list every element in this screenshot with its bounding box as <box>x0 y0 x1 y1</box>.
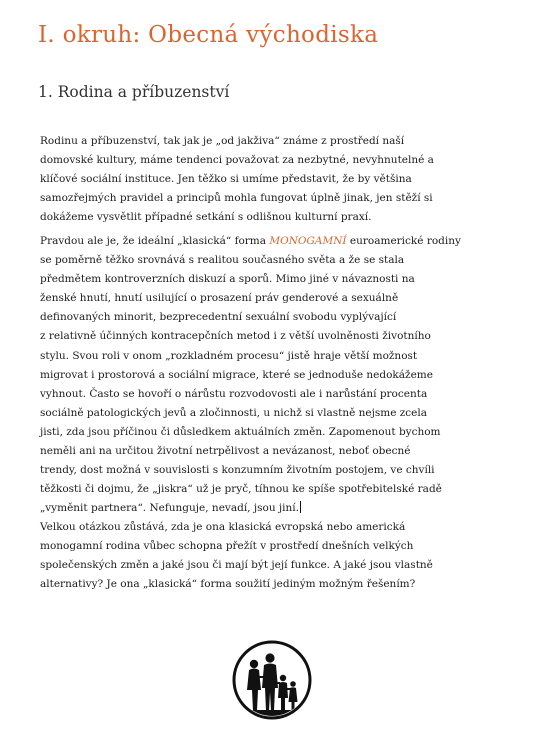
paragraph-line <box>40 232 461 251</box>
highlighted-term: MONOGAMNÍ <box>269 235 347 247</box>
text-cursor <box>300 501 301 513</box>
text-run: Pravdou ale je, že ideální „klasická“ forma <box>40 235 270 247</box>
paragraph-line: Velkou otázkou zůstává, zda je ona klasická evropská nebo americká <box>40 521 406 533</box>
paragraph-line: společenských změn a jaké jsou či mají být její funkce. A jaké jsou vlastně <box>40 559 433 572</box>
paragraph-2 <box>40 232 461 518</box>
paragraph-3 <box>40 518 433 594</box>
paragraph-line: monogamní rodina vůbec schopna přežít v prostředí dnešních velkých <box>40 540 414 553</box>
paragraph-line: neměli ani na určitou životní netrpělivost a nevázanost, neboť obecné <box>40 445 411 458</box>
paragraph-line: trendy, dost možná v souvislosti s konzumním životním postojem, ve chvíli <box>40 464 435 477</box>
paragraph-line: jisti, zda jsou příčinou či důsledkem aktuálních změn. Zapomenout bychom <box>40 425 441 438</box>
paragraph-line: definovaných minorit, bezprecedentní sexuální svobodu vyplývající <box>40 311 397 324</box>
paragraph-line: těžkosti či dojmu, že „jiskra“ už je pryč, tíhnou ke spíše spotřebitelské radě <box>40 483 442 496</box>
text-run: euroamerické rodiny <box>346 235 461 247</box>
paragraph-line: sociálně patologických jevů a zločinnosti, u nichž si vlastně nejsme zcela <box>40 406 428 419</box>
family-silhouette-icon <box>232 640 312 720</box>
paragraph-1 <box>40 132 434 227</box>
paragraph-line: klíčové sociální instituce. Jen těžko si umíme představit, že by většina <box>40 173 412 186</box>
paragraph-line: se poměrně těžko srovnává s realitou současného světa a že se stala <box>40 254 405 267</box>
paragraph-line: Rodinu a příbuzenství, tak jak je „od jakživa“ známe z prostředí naší <box>40 135 405 147</box>
paragraph-line: předmětem kontroverzních diskuzí a sporů. Mimo jiné v návaznosti na <box>40 273 415 286</box>
paragraph-line <box>40 499 461 518</box>
paragraph-line: alternativy? Je ona „klasická“ forma soužití jediným možným řešením? <box>40 578 416 591</box>
paragraph-line: stylu. Svou roli v onom „rozkladném procesu“ jistě hraje větší možnost <box>40 349 418 362</box>
paragraph-line: dokážeme vysvětlit případné setkání s odlišnou kulturní praxí. <box>40 211 372 224</box>
text-run: „vyměnit partnera“. Nefunguje, nevadí, jsou jiní. <box>40 502 299 515</box>
paragraph-line: domovské kultury, máme tendenci považovat za nezbytné, nevyhnutelné a <box>40 154 434 167</box>
chapter-title: I. okruh: Obecná východiska <box>38 22 379 48</box>
paragraph-line: samozřejmých pravidel a principů mohla fungovat úplně jinak, jen stěží si <box>40 192 433 205</box>
section-title: 1. Rodina a příbuzenství <box>38 83 230 101</box>
paragraph-line: migrovat i prostorová a sociální migrace, které se jednoduše nedokážeme <box>40 368 433 381</box>
paragraph-line: vyhnout. Často se hovoří o nárůstu rozvodovosti ale i narůstání procenta <box>40 387 428 400</box>
paragraph-line: ženské hnutí, hnutí usilující o prosazení práv genderové a sexuálně <box>40 292 399 305</box>
paragraph-line: z relativně účinných kontracepčních metod i z větší uvolněnosti životního <box>40 330 431 343</box>
